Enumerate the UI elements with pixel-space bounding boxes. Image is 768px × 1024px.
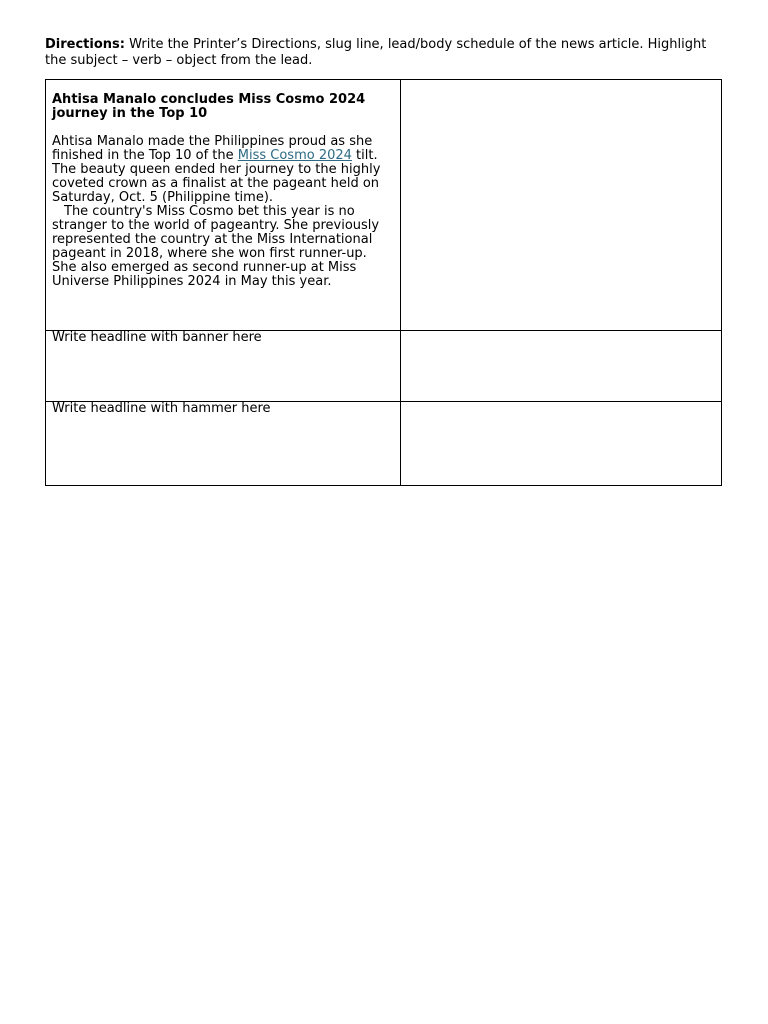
directions-label: Directions: bbox=[45, 37, 125, 52]
directions bbox=[45, 37, 725, 69]
directions-text: Write the Printer’s Directions, slug line, lead/body schedule of the news article. Highlight the subject – verb – object from the lead. bbox=[45, 37, 707, 68]
hammer-row bbox=[46, 402, 722, 486]
article-row bbox=[46, 80, 722, 331]
answer-cell-article[interactable] bbox=[401, 80, 722, 331]
article-paragraph-3-text: The country's Miss Cosmo bet this year is no stranger to the world of pageantry. She previously represented the country at the Miss International pageant in 2018, where she won first runner-up. She also emerged as second runner-up at Miss Universe Philippines 2024 in May this year. bbox=[52, 204, 380, 289]
hammer-prompt: Write headline with hammer here bbox=[52, 401, 271, 416]
answer-cell-hammer[interactable] bbox=[401, 402, 722, 486]
answer-cell-banner[interactable] bbox=[401, 331, 722, 402]
lead-text-before: Ahtisa Manalo made the Philippines proud as she finished in the Top 10 of the bbox=[52, 134, 373, 163]
miss-cosmo-link[interactable]: Miss Cosmo 2024 bbox=[237, 148, 352, 163]
article-lead bbox=[52, 135, 394, 163]
banner-prompt-cell bbox=[46, 331, 401, 402]
banner-prompt: Write headline with banner here bbox=[52, 330, 262, 345]
article-paragraph-3 bbox=[52, 205, 394, 289]
article-cell bbox=[46, 80, 401, 331]
worksheet-table bbox=[45, 79, 722, 486]
article-headline: Ahtisa Manalo concludes Miss Cosmo 2024 journey in the Top 10 bbox=[52, 92, 366, 121]
lead-text-after: tilt. bbox=[351, 148, 378, 163]
hammer-prompt-cell bbox=[46, 402, 401, 486]
article-paragraph-2: The beauty queen ended her journey to the highly coveted crown as a finalist at the pageant held on Saturday, Oct. 5 (Philippine time). bbox=[52, 162, 381, 205]
banner-row bbox=[46, 331, 722, 402]
